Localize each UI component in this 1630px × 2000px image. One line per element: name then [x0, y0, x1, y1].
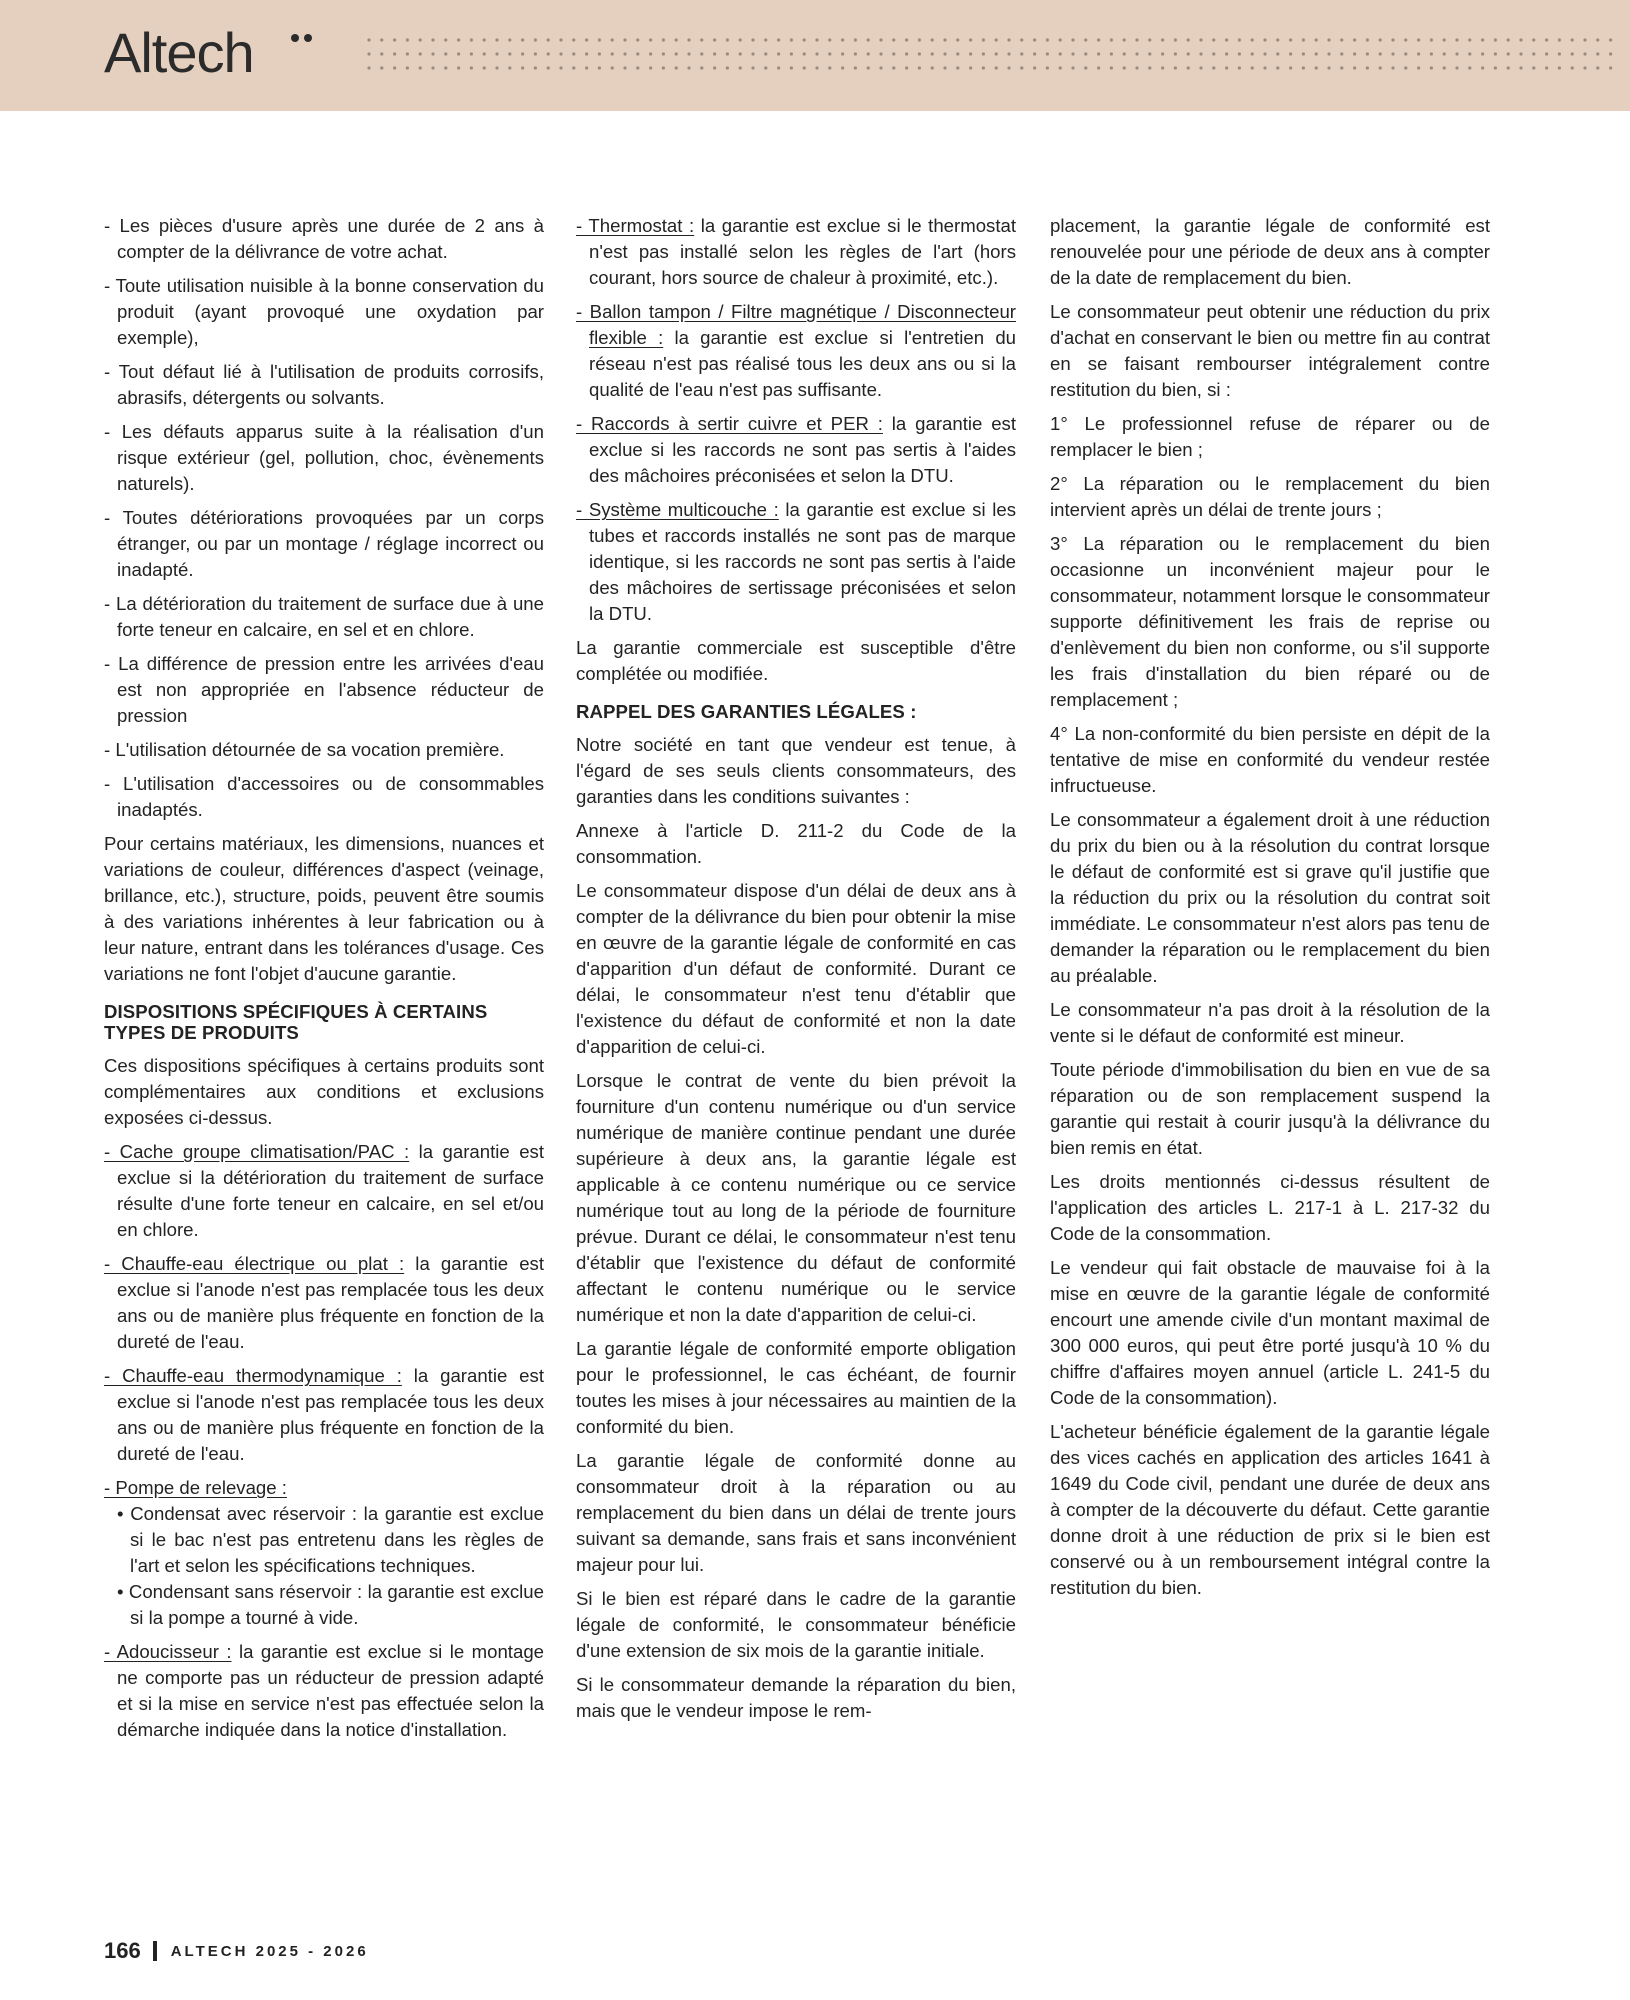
product-text: la garantie est exclue si les raccords ne sont pas sertis à l'aides des mâchoires préconisées et selon la DTU.: [589, 413, 1016, 486]
specific-provisions-paragraph: Ces dispositions spécifiques à certains produits sont complémentaires aux conditions et exclusions exposées ci-dessus.: [104, 1055, 544, 1128]
product-item-chauffe-eau-thermo: [104, 1363, 544, 1467]
legal-paragraph: 1° Le professionnel refuse de réparer ou de remplacer le bien ;: [1050, 413, 1490, 460]
exclusion-item: - L'utilisation d'accessoires ou de consommables inadaptés.: [104, 773, 544, 820]
product-label: - Thermostat :: [576, 215, 695, 236]
exclusion-item: - Toute utilisation nuisible à la bonne conservation du produit (ayant provoqué une oxydation par exemple),: [104, 275, 544, 348]
column-3: [1050, 213, 1490, 1609]
product-text: la garantie est exclue si le thermostat n'est pas installé selon les règles de l'art (hors courant, hors source de chaleur à proximité, etc.).: [589, 215, 1016, 288]
legal-paragraph: Les droits mentionnés ci-dessus résultent de l'application des articles L. 217-1 à L. 217-32 du Code de la consommation.: [1050, 1171, 1490, 1244]
product-label: - Ballon tampon / Filtre magnétique / Disconnecteur flexible :: [576, 301, 1016, 348]
legal-paragraph: Annexe à l'article D. 211-2 du Code de la consommation.: [576, 820, 1016, 867]
materials-paragraph: Pour certains matériaux, les dimensions, nuances et variations de couleur, différences d'aspect (veinage, brillance, etc.), structure, poids, peuvent être soumis à des variations inhérentes à leur fabrication ou à leur nature, entrant dans les tolérances d'usage. Ces variations ne font l'objet d'aucune garantie.: [104, 833, 544, 984]
product-label: - Chauffe-eau thermodynamique :: [104, 1365, 402, 1386]
legal-guarantees-heading: RAPPEL DES GARANTIES LÉGALES :: [576, 701, 917, 722]
product-text: la garantie est exclue si la détérioration du traitement de surface résulte d'une forte teneur en calcaire, en sel et/ou en chlore.: [117, 1141, 544, 1240]
dot-pattern-decoration: [365, 36, 1625, 86]
logo-dots-icon: [290, 32, 320, 46]
legal-paragraph: Toute période d'immobilisation du bien en vue de sa réparation ou de son remplacement suspend la garantie qui restait à courir jusqu'à la délivrance du bien remis en état.: [1050, 1059, 1490, 1158]
legal-paragraph: placement, la garantie légale de conformité est renouvelée pour une période de deux ans à compter de la date de remplacement du bien.: [1050, 215, 1490, 288]
product-item-thermostat: [576, 213, 1016, 291]
legal-paragraph: Le consommateur peut obtenir une réduction du prix d'achat en conservant le bien ou mettre fin au contrat en se faisant rembourser intégralement contre restitution du bien, si :: [1050, 301, 1490, 400]
pompe-subitem: • Condensant sans réservoir : la garantie est exclue si la pompe a tourné à vide.: [117, 1581, 544, 1628]
legal-paragraph: 3° La réparation ou le remplacement du bien occasionne un inconvénient majeur pour le consommateur, notamment lorsque le consommateur supporte définitivement les frais de reprise ou d'enlèvement du bien non conforme, ou s'il supporte les frais d'installation du bien réparé ou de remplacement ;: [1050, 533, 1490, 710]
exclusion-item: - L'utilisation détournée de sa vocation première.: [104, 739, 505, 760]
legal-paragraph: 4° La non-conformité du bien persiste en dépit de la tentative de mise en conformité du vendeur restée infructueuse.: [1050, 723, 1490, 796]
product-item-adoucisseur: [104, 1639, 544, 1743]
product-text: la garantie est exclue si le montage ne comporte pas un réducteur de pression adapté et si la mise en service n'est pas effectuée selon la démarche indiquée dans la notice d'installation.: [117, 1641, 545, 1740]
exclusion-item: - La détérioration du traitement de surface due à une forte teneur en calcaire, en sel et en chlore.: [104, 593, 544, 640]
legal-paragraph: Le consommateur a également droit à une réduction du prix du bien ou à la résolution du contrat lorsque le défaut de conformité est si grave qu'il justifie que la réduction du prix ou la résolution du contrat soit immédiate. Le consommateur n'est alors pas tenu de demander la réparation ou le remplacement du bien au préalable.: [1050, 809, 1490, 986]
product-item-ballon: [576, 299, 1016, 403]
exclusion-item: - Tout défaut lié à l'utilisation de produits corrosifs, abrasifs, détergents ou solvants.: [104, 361, 544, 408]
page-number: 166: [104, 1938, 141, 1963]
legal-paragraph: La garantie légale de conformité emporte obligation pour le professionnel, le cas échéant, de fournir toutes les mises à jour nécessaires au maintien de la conformité du bien.: [576, 1338, 1016, 1437]
product-text: la garantie est exclue si les tubes et raccords installés ne sont pas de marque identique, si les raccords ne sont pas sertis à l'aide des mâchoires de sertissage préconisées et selon la DTU.: [589, 499, 1016, 624]
product-item-raccords: [576, 411, 1016, 489]
product-label: - Raccords à sertir cuivre et PER :: [576, 413, 883, 434]
header-band: [0, 0, 1630, 111]
page-footer: [104, 1936, 369, 1966]
legal-paragraph: Lorsque le contrat de vente du bien prévoit la fourniture d'un contenu numérique ou d'un service numérique de manière continue pendant une durée supérieure à deux ans, la garantie légale est applicable à ce contenu numérique ou ce service numérique tout au long de la période de fourniture prévue. Durant ce délai, le consommateur n'est tenu d'établir que l'existence du défaut de conformité affectant le contenu numérique ou le service numérique et non la date d'apparition de celui-ci.: [576, 1070, 1016, 1325]
legal-paragraph: Le vendeur qui fait obstacle de mauvaise foi à la mise en œuvre de la garantie légale de conformité encourt une amende civile d'un montant maximal de 300 000 euros, qui peut être porté jusqu'à 10 % du chiffre d'affaires moyen annuel (article L. 241-5 du Code de la consommation).: [1050, 1257, 1490, 1408]
product-text: la garantie est exclue si l'entretien du réseau n'est pas réalisé tous les deux ans ou si la qualité de l'eau n'est pas suffisante.: [589, 327, 1016, 400]
altech-logo: Altech: [104, 21, 254, 84]
legal-paragraph: Le consommateur dispose d'un délai de deux ans à compter de la délivrance du bien pour obtenir la mise en œuvre de la garantie légale de conformité en cas d'apparition d'un défaut de conformité. Durant ce délai, le consommateur n'est tenu d'établir que l'existence du défaut de conformité et non la date d'apparition de celui-ci.: [576, 880, 1016, 1057]
column-1: [104, 213, 544, 1751]
product-text: la garantie est exclue si l'anode n'est pas remplacée tous les deux ans ou de manière plus fréquente en fonction de la dureté de l'eau.: [117, 1253, 545, 1352]
product-item-chauffe-eau-electrique: [104, 1251, 544, 1355]
product-label: - Adoucisseur :: [104, 1641, 232, 1662]
exclusion-item: - Les pièces d'usure après une durée de 2 ans à compter de la délivrance de votre achat.: [104, 215, 544, 262]
legal-paragraph: Si le consommateur demande la réparation du bien, mais que le vendeur impose le rem-: [576, 1674, 1016, 1721]
footer-brand: ALTECH 2025 - 2026: [170, 1942, 369, 1960]
product-label: - Cache groupe climatisation/PAC :: [104, 1141, 410, 1162]
exclusion-item: - Les défauts apparus suite à la réalisation d'un risque extérieur (gel, pollution, choc, évènements naturels).: [104, 421, 544, 494]
exclusion-item: - Toutes détériorations provoquées par un corps étranger, ou par un montage / réglage incorrect ou inadapté.: [104, 507, 544, 580]
product-item-systeme: [576, 497, 1016, 627]
product-item-pompe: [104, 1475, 544, 1501]
legal-paragraph: Le consommateur n'a pas droit à la résolution de la vente si le défaut de conformité est mineur.: [1050, 999, 1490, 1046]
product-item-cache: [104, 1139, 544, 1243]
pompe-subitem: • Condensat avec réservoir : la garantie est exclue si le bac n'est pas entretenu dans les règles de l'art et selon les spécifications techniques.: [117, 1503, 544, 1576]
legal-paragraph: Notre société en tant que vendeur est tenue, à l'égard de ses seuls clients consommateurs, des garanties dans les conditions suivantes :: [576, 734, 1016, 807]
commercial-guarantee-paragraph: La garantie commerciale est susceptible d'être complétée ou modifiée.: [576, 637, 1016, 684]
product-label: - Pompe de relevage :: [104, 1477, 287, 1498]
legal-paragraph: La garantie légale de conformité donne au consommateur droit à la réparation ou au remplacement du bien dans un délai de trente jours suivant sa demande, sans frais et sans inconvénient majeur pour lui.: [576, 1450, 1016, 1575]
product-text: la garantie est exclue si l'anode n'est pas remplacée tous les deux ans ou de manière plus fréquente en fonction de la dureté de l'eau.: [117, 1365, 544, 1464]
footer-separator: [153, 1941, 157, 1961]
product-label: - Système multicouche :: [576, 499, 779, 520]
column-2: [576, 213, 1016, 1732]
legal-paragraph: Si le bien est réparé dans le cadre de la garantie légale de conformité, le consommateur bénéficie d'une extension de six mois de la garantie initiale.: [576, 1588, 1016, 1661]
specific-provisions-heading: DISPOSITIONS SPÉCIFIQUES À CERTAINS TYPES DE PRODUITS: [104, 1001, 488, 1043]
legal-paragraph: L'acheteur bénéficie également de la garantie légale des vices cachés en application des articles 1641 à 1649 du Code civil, pendant une durée de deux ans à compter de la découverte du défaut. Cette garantie donne droit à une réduction de prix si le bien est conservé ou à un remboursement intégral contre la restitution du bien.: [1050, 1421, 1490, 1598]
exclusion-item: - La différence de pression entre les arrivées d'eau est non appropriée en l'absence réducteur de pression: [104, 653, 544, 726]
product-label: - Chauffe-eau électrique ou plat :: [104, 1253, 405, 1274]
legal-paragraph: 2° La réparation ou le remplacement du bien intervient après un délai de trente jours ;: [1050, 473, 1490, 520]
